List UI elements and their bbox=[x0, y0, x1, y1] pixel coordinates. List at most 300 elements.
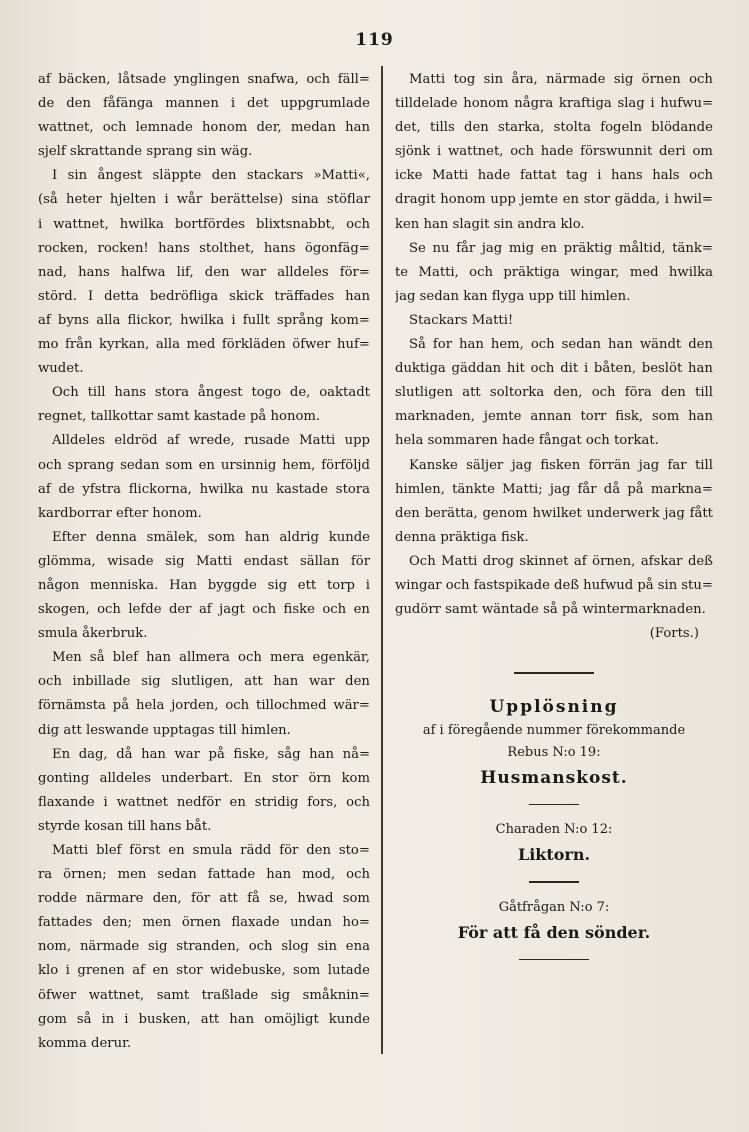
word: mera bbox=[269, 650, 305, 666]
word: sällan bbox=[299, 553, 340, 569]
word: En bbox=[243, 770, 262, 786]
text-line bbox=[395, 116, 713, 140]
word: gädda, bbox=[614, 192, 661, 208]
word: »Matti«, bbox=[313, 168, 370, 184]
word: på bbox=[112, 698, 130, 714]
word: den bbox=[211, 168, 237, 184]
word: då bbox=[603, 481, 621, 497]
word: wår bbox=[176, 192, 203, 208]
word: örn bbox=[308, 770, 332, 786]
word: torkat. bbox=[613, 433, 659, 449]
text-line bbox=[395, 285, 713, 309]
word: och bbox=[469, 264, 493, 280]
word: den bbox=[345, 674, 370, 690]
word: Matti; bbox=[502, 481, 543, 497]
word: några bbox=[514, 96, 554, 112]
word: ken bbox=[395, 216, 420, 232]
word: stor bbox=[176, 963, 203, 979]
word: dragit bbox=[395, 192, 436, 208]
word: sina bbox=[291, 192, 319, 208]
word: hwilka bbox=[668, 264, 713, 280]
word: hans bbox=[78, 264, 110, 280]
word: kardborrar bbox=[38, 505, 112, 521]
word: fors, bbox=[307, 794, 338, 810]
word: fisk, bbox=[615, 409, 644, 425]
word: åra, bbox=[511, 72, 538, 87]
word: glömma, bbox=[38, 553, 96, 569]
text-line bbox=[38, 984, 370, 1008]
word: wudet. bbox=[38, 361, 84, 377]
word: den bbox=[464, 120, 489, 136]
word: men bbox=[117, 867, 147, 883]
word: klo. bbox=[560, 216, 585, 232]
word: han bbox=[688, 361, 713, 377]
word: och bbox=[591, 385, 616, 401]
word: kastade bbox=[193, 409, 246, 425]
word: medan bbox=[290, 120, 336, 136]
text-line bbox=[38, 646, 370, 670]
word: grenen bbox=[77, 963, 125, 979]
word: slagit bbox=[452, 216, 490, 232]
word: i bbox=[437, 144, 442, 160]
solutions-heading: Upplösning bbox=[489, 696, 619, 717]
word: han bbox=[345, 120, 370, 136]
text-line bbox=[38, 911, 370, 935]
word: för bbox=[350, 553, 370, 569]
word: nu bbox=[251, 481, 269, 497]
word: och bbox=[38, 674, 62, 690]
word: deß bbox=[554, 577, 580, 593]
word: starka, bbox=[498, 120, 545, 136]
word: sedan bbox=[419, 288, 459, 304]
word: måltid, bbox=[618, 240, 666, 256]
word: detta bbox=[104, 288, 139, 304]
word: och bbox=[689, 168, 713, 184]
word: sin bbox=[493, 216, 514, 232]
word: och bbox=[510, 144, 535, 160]
word: flickorna, bbox=[128, 481, 192, 497]
word: samt bbox=[156, 987, 190, 1003]
text-line bbox=[38, 333, 370, 357]
word: han bbox=[459, 337, 484, 353]
word: flickor, bbox=[127, 312, 173, 328]
word: han bbox=[141, 746, 166, 762]
word: for bbox=[432, 337, 453, 353]
word: inbillade bbox=[72, 674, 131, 690]
charade-label: Charaden N:o 12: bbox=[495, 822, 613, 838]
word: widebuske, bbox=[210, 963, 286, 979]
text-line bbox=[395, 92, 713, 116]
text-line bbox=[38, 1008, 370, 1032]
word: sto= bbox=[338, 843, 370, 858]
word: Matti bbox=[299, 433, 336, 449]
word: efter bbox=[115, 505, 149, 521]
text-line bbox=[38, 550, 370, 574]
word: denna bbox=[95, 529, 137, 545]
word: och bbox=[530, 361, 555, 377]
word: hals bbox=[652, 168, 680, 184]
word: släppte bbox=[152, 168, 202, 184]
word: torp bbox=[326, 577, 355, 593]
word: skinnet bbox=[519, 553, 569, 569]
rebus-label: Rebus N:o 19: bbox=[507, 744, 601, 760]
text-line bbox=[395, 526, 713, 550]
word: mannen bbox=[165, 96, 219, 112]
word: ett bbox=[297, 577, 317, 593]
word: hela bbox=[395, 433, 424, 449]
word: kunde bbox=[328, 529, 370, 545]
word: sin bbox=[196, 144, 217, 160]
word: af bbox=[38, 72, 51, 87]
word: den bbox=[661, 385, 686, 401]
word: hwilka bbox=[180, 312, 225, 328]
word: fastspikade bbox=[473, 577, 550, 593]
text-line bbox=[38, 502, 370, 526]
word: ångest bbox=[97, 168, 143, 184]
word: war bbox=[240, 264, 267, 280]
word: upp bbox=[490, 192, 516, 208]
word: en bbox=[540, 240, 557, 256]
word: wäg. bbox=[220, 144, 253, 160]
word: säljer bbox=[466, 457, 504, 473]
page-number: 119 bbox=[355, 30, 394, 50]
word: men bbox=[142, 915, 172, 931]
word: stora bbox=[335, 481, 370, 497]
word: som bbox=[651, 409, 680, 425]
word: och bbox=[689, 72, 713, 87]
word: gäddan bbox=[451, 361, 502, 377]
text-line bbox=[38, 863, 370, 887]
word: ra bbox=[38, 867, 53, 883]
word: sig bbox=[270, 987, 291, 1003]
word: slutligen, bbox=[171, 674, 234, 690]
word: genom bbox=[482, 505, 528, 521]
word: tänkte bbox=[452, 481, 495, 497]
word: och bbox=[346, 867, 370, 883]
word: i bbox=[664, 192, 669, 208]
word: yfstra bbox=[82, 481, 121, 497]
word: en bbox=[229, 794, 246, 810]
word: till bbox=[694, 457, 713, 473]
word: nad, bbox=[38, 264, 67, 280]
word: eldröd bbox=[114, 433, 158, 449]
word: den bbox=[204, 264, 230, 280]
section-rule bbox=[514, 672, 594, 674]
word: duktiga bbox=[395, 361, 446, 377]
word: hwil= bbox=[673, 192, 713, 208]
word: kraftiga bbox=[558, 96, 612, 112]
word: samt bbox=[157, 409, 190, 425]
word: Och bbox=[409, 553, 436, 569]
word: af bbox=[166, 433, 180, 449]
word: den bbox=[66, 96, 91, 112]
word: han bbox=[229, 1011, 255, 1027]
word: han bbox=[345, 288, 370, 304]
word: sjelf bbox=[38, 144, 66, 160]
word: i bbox=[650, 96, 655, 112]
word: andra bbox=[517, 216, 557, 232]
text-line bbox=[395, 333, 713, 357]
word: att bbox=[244, 674, 263, 690]
text-line bbox=[395, 550, 713, 574]
word: och bbox=[346, 794, 370, 810]
text-line bbox=[395, 261, 713, 285]
word: sprang bbox=[146, 144, 193, 160]
word: hans bbox=[114, 385, 146, 401]
word: Men bbox=[52, 650, 82, 666]
word: En bbox=[52, 746, 71, 762]
word: i bbox=[231, 312, 236, 328]
word: i bbox=[365, 577, 370, 593]
word: ögonfäg= bbox=[304, 240, 370, 256]
word: af bbox=[198, 602, 212, 618]
text-line bbox=[395, 188, 713, 212]
word: sedan bbox=[157, 867, 197, 883]
word: jemte bbox=[520, 192, 559, 208]
word: berätta, bbox=[424, 505, 478, 521]
word: honom bbox=[463, 96, 509, 112]
word: det bbox=[247, 96, 269, 112]
word: nå= bbox=[342, 746, 370, 762]
word: mig bbox=[508, 240, 535, 256]
word: låtsade bbox=[118, 72, 167, 87]
word: af bbox=[38, 312, 51, 328]
word: blef bbox=[112, 650, 139, 666]
word: Se bbox=[409, 240, 426, 256]
word: hit bbox=[506, 361, 525, 377]
word: Alldeles bbox=[52, 433, 105, 449]
word: wisade bbox=[107, 553, 154, 569]
word: bortfördes bbox=[174, 216, 246, 232]
word: smula bbox=[192, 843, 233, 858]
word: Stackars bbox=[409, 312, 468, 328]
short-rule bbox=[529, 881, 579, 883]
word: fäll= bbox=[337, 72, 370, 87]
word: till bbox=[127, 818, 146, 834]
text-line bbox=[38, 92, 370, 116]
word: nu bbox=[432, 240, 450, 256]
word: han bbox=[688, 409, 713, 425]
text-line bbox=[38, 526, 370, 550]
word: de bbox=[58, 481, 75, 497]
word: afskar bbox=[640, 553, 683, 569]
word: ynglingen bbox=[173, 72, 240, 87]
word: sommaren bbox=[427, 433, 498, 449]
word: fiske bbox=[283, 602, 315, 618]
word: der, bbox=[256, 120, 282, 136]
word: han bbox=[244, 529, 270, 545]
word: gom bbox=[38, 1011, 67, 1027]
word: blef bbox=[96, 843, 122, 858]
word: Matti bbox=[431, 168, 469, 184]
word: aldrig bbox=[279, 529, 319, 545]
word: komma bbox=[38, 1035, 87, 1051]
text-line bbox=[38, 478, 370, 502]
word: åkerbruk. bbox=[82, 626, 148, 642]
word: sedan bbox=[120, 457, 160, 473]
word: en bbox=[353, 602, 370, 618]
word: jag bbox=[395, 288, 416, 304]
word: så bbox=[76, 1011, 92, 1027]
word: honom. bbox=[270, 409, 321, 425]
word: hwilka bbox=[199, 481, 244, 497]
word: i bbox=[65, 963, 70, 979]
word: slutligen bbox=[395, 385, 453, 401]
word: alla bbox=[96, 312, 121, 328]
word: såg bbox=[277, 746, 301, 762]
left-column bbox=[38, 68, 370, 1056]
word: flyga bbox=[491, 288, 525, 304]
word: hela bbox=[135, 698, 165, 714]
word: stolta bbox=[553, 120, 591, 136]
word: dit bbox=[560, 361, 579, 377]
word: skick bbox=[229, 288, 264, 304]
word: hans bbox=[149, 818, 182, 834]
word: skrattande bbox=[69, 144, 143, 160]
word: underbart. bbox=[161, 770, 233, 786]
text-line bbox=[38, 598, 370, 622]
word: på bbox=[561, 602, 579, 618]
word: mo bbox=[38, 337, 59, 353]
word: båt. bbox=[185, 818, 212, 834]
word: sjönk bbox=[395, 144, 431, 160]
word: honom bbox=[440, 192, 486, 208]
word: de, bbox=[289, 385, 311, 401]
word: tillochmed bbox=[256, 698, 327, 714]
word: annan bbox=[530, 409, 572, 425]
word: stöflar bbox=[326, 192, 370, 208]
word: och bbox=[252, 602, 277, 618]
word: Så bbox=[409, 337, 426, 353]
word: förswunnit bbox=[580, 144, 653, 160]
word: kom bbox=[341, 770, 370, 786]
word: hufwu= bbox=[660, 96, 713, 112]
word: stor bbox=[583, 192, 611, 208]
word: och bbox=[306, 72, 331, 87]
word: kosan bbox=[84, 818, 124, 834]
word: att bbox=[63, 722, 82, 738]
word: den bbox=[688, 337, 713, 353]
word: der bbox=[168, 602, 192, 618]
word: förrän bbox=[588, 457, 631, 473]
word: Matti bbox=[52, 843, 89, 858]
word: sprang bbox=[67, 457, 115, 473]
text-line bbox=[38, 357, 370, 381]
word: på bbox=[627, 481, 644, 497]
word: jag bbox=[664, 505, 685, 521]
word: wattnet, bbox=[53, 216, 109, 232]
word: en bbox=[562, 192, 580, 208]
word: träffades bbox=[274, 288, 335, 304]
word: torr bbox=[580, 409, 607, 425]
word: sin bbox=[317, 939, 337, 955]
word: se, bbox=[269, 891, 288, 907]
word: wändt bbox=[639, 337, 682, 353]
word: hwilket bbox=[532, 505, 582, 521]
word: fogeln bbox=[600, 120, 643, 136]
word: till bbox=[87, 385, 106, 401]
text-line bbox=[38, 1032, 370, 1056]
word: beslöt bbox=[641, 361, 683, 377]
word: huf= bbox=[337, 337, 370, 353]
word: icke bbox=[395, 168, 423, 184]
text-line bbox=[38, 68, 370, 92]
word: Matti bbox=[441, 553, 478, 569]
word: honom bbox=[201, 120, 248, 136]
word: marknaden, bbox=[395, 409, 475, 425]
word: och bbox=[248, 939, 273, 955]
word: småknin= bbox=[302, 987, 370, 1003]
short-rule bbox=[529, 804, 579, 806]
word: han bbox=[273, 674, 299, 690]
word: af bbox=[132, 963, 145, 979]
word: i bbox=[38, 216, 43, 232]
text-line bbox=[395, 381, 713, 405]
word: förkläden bbox=[221, 337, 286, 353]
word: får bbox=[577, 481, 597, 497]
word: mod, bbox=[302, 867, 336, 883]
word: ångest bbox=[197, 385, 243, 401]
word: tallkottar bbox=[90, 409, 153, 425]
text-line bbox=[395, 164, 713, 188]
text-line bbox=[38, 309, 370, 333]
word: dig bbox=[38, 722, 60, 738]
word: som bbox=[207, 529, 235, 545]
text-line bbox=[38, 791, 370, 815]
word: sin bbox=[67, 168, 88, 184]
word: jag bbox=[638, 457, 660, 473]
word: togo bbox=[251, 385, 282, 401]
text-line bbox=[395, 357, 713, 381]
text-line bbox=[395, 478, 713, 502]
column-divider bbox=[381, 66, 383, 1054]
word: smula bbox=[38, 626, 78, 642]
word: lutade bbox=[327, 963, 370, 979]
word: samt bbox=[445, 602, 478, 618]
text-line bbox=[38, 574, 370, 598]
word: wattnet bbox=[116, 794, 168, 810]
word: hans bbox=[611, 168, 643, 184]
text-line bbox=[38, 719, 370, 743]
text-line bbox=[395, 213, 713, 237]
word: drog bbox=[482, 553, 514, 569]
word: den bbox=[395, 505, 420, 521]
word: att bbox=[462, 385, 481, 401]
word: öfwer bbox=[292, 337, 331, 353]
word: hwad bbox=[297, 891, 334, 907]
text-line bbox=[38, 815, 370, 839]
word: himlen, bbox=[395, 481, 445, 497]
text-line bbox=[38, 213, 370, 237]
word: fattades bbox=[38, 915, 93, 931]
word: förnämsta bbox=[38, 698, 106, 714]
word: så bbox=[543, 602, 558, 618]
text-line bbox=[38, 116, 370, 140]
word: af bbox=[573, 553, 587, 569]
word: och bbox=[322, 602, 347, 618]
word: byggde bbox=[207, 577, 257, 593]
text-line bbox=[38, 454, 370, 478]
word: bedröfliga bbox=[149, 288, 219, 304]
word: alldeles bbox=[277, 264, 329, 280]
word: tänk= bbox=[672, 240, 713, 256]
word: till bbox=[218, 722, 237, 738]
word: tag bbox=[566, 168, 588, 184]
word: det, bbox=[395, 120, 421, 136]
word: ena bbox=[345, 939, 370, 955]
word: wattnet, bbox=[88, 987, 145, 1003]
word: wattnet, bbox=[447, 144, 504, 160]
